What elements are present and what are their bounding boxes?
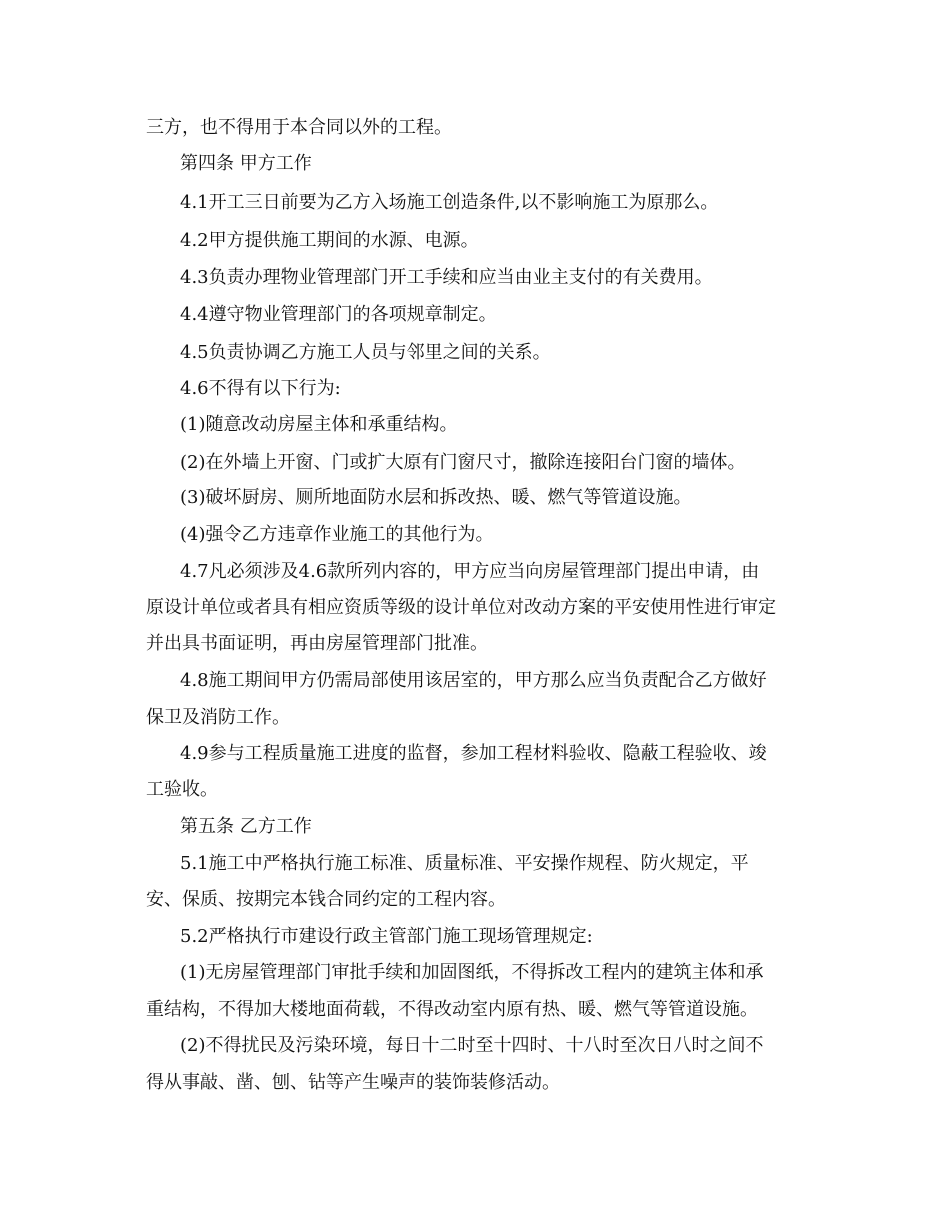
text-line: 保卫及消防工作。 [146, 707, 290, 728]
text-line: 4.1开工三日前要为乙方入场施工创造条件,以不影响施工为原那么。 [180, 192, 719, 213]
text-line: 5.1施工中严格执行施工标准、质量标准、平安操作规程、防火规定，平 [180, 853, 749, 874]
text-line: 安、保质、按期完本钱合同约定的工程内容。 [146, 889, 506, 910]
text-line: 4.8施工期间甲方仍需局部使用该居室的，甲方那么应当负责配合乙方做好 [180, 670, 767, 691]
text-line: 并出具书面证明，再由房屋管理部门批准。 [146, 633, 488, 654]
section-heading: 第五条 乙方工作 [180, 816, 312, 837]
text-line: 4.5负责协调乙方施工人员与邻里之间的关系。 [180, 342, 551, 363]
text-line: 4.4遵守物业管理部门的各项规章制定。 [180, 304, 497, 325]
text-line: 5.2严格执行市建设行政主管部门施工现场管理规定: [180, 926, 593, 947]
text-line: (1)无房屋管理部门审批手续和加固图纸，不得拆改工程内的建筑主体和承 [180, 962, 764, 983]
text-line: 工验收。 [146, 779, 218, 800]
text-line: 4.7凡必须涉及4.6款所列内容的，甲方应当向房屋管理部门提出申请，由 [180, 561, 760, 582]
text-line: (1)随意改动房屋主体和承重结构。 [180, 414, 458, 435]
text-line: 4.9参与工程质量施工进度的监督，参加工程材料验收、隐蔽工程验收、竣 [180, 743, 767, 764]
text-line: 4.6不得有以下行为: [180, 378, 341, 399]
section-heading: 第四条 甲方工作 [180, 153, 312, 174]
text-line: 重结构，不得加大楼地面荷载，不得改动室内原有热、暖、燃气等管道设施。 [146, 999, 758, 1020]
text-line: 4.2甲方提供施工期间的水源、电源。 [180, 230, 479, 251]
text-line: 原设计单位或者具有相应资质等级的设计单位对改动方案的平安使用性进行审定 [146, 597, 776, 618]
text-line: 4.3负责办理物业管理部门开工手续和应当由业主支付的有关费用。 [180, 267, 713, 288]
text-line: (2)在外墙上开窗、门或扩大原有门窗尺寸，撤除连接阳台门窗的墙体。 [180, 452, 746, 473]
text-line: (4)强令乙方违章作业施工的其他行为。 [180, 524, 494, 545]
text-line: (2)不得扰民及污染环境，每日十二时至十四时、十八时至次日八时之间不 [180, 1035, 764, 1056]
text-line: 三方，也不得用于本合同以外的工程。 [146, 117, 452, 138]
text-line: (3)破坏厨房、厕所地面防水层和拆改热、暖、燃气等管道设施。 [180, 487, 692, 508]
text-line: 得从事敲、凿、刨、钻等产生噪声的装饰装修活动。 [146, 1072, 560, 1093]
